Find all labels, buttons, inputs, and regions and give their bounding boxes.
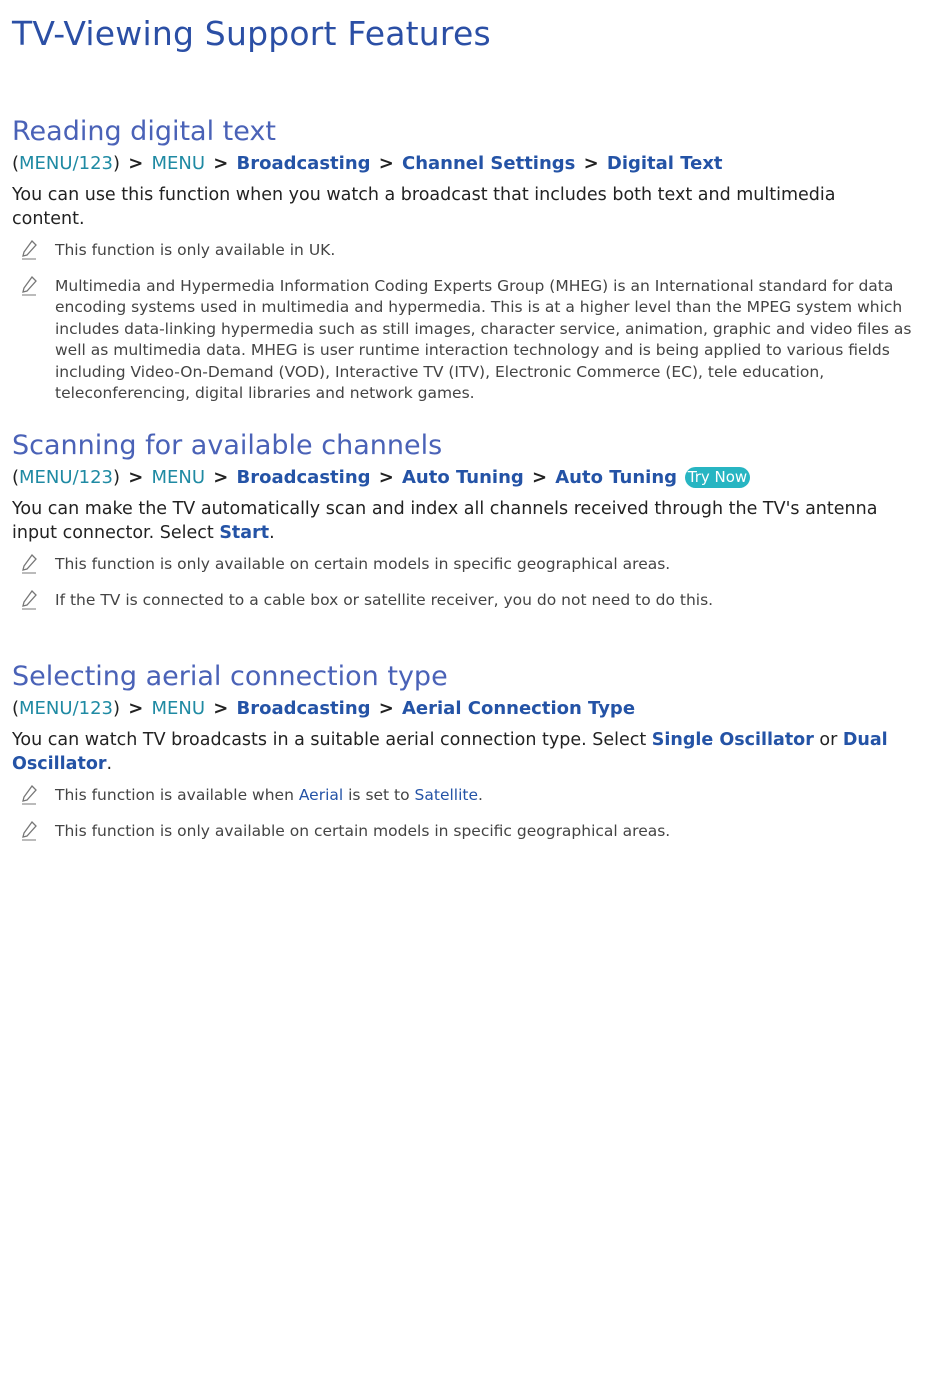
section-body <box>12 728 912 776</box>
section-title: Selecting aerial connection type <box>12 661 448 692</box>
breadcrumb <box>12 697 912 721</box>
section-body <box>12 497 912 545</box>
body-text: . <box>269 523 275 543</box>
single-oscillator-option[interactable]: Single Oscillator <box>651 730 814 750</box>
chevron-right-icon: > <box>213 153 229 174</box>
note-text: This function is only available in UK. <box>55 241 336 259</box>
path-suffix: ) <box>113 467 121 488</box>
path-item-broadcasting[interactable]: Broadcasting <box>236 467 371 488</box>
start-link[interactable]: Start <box>219 523 270 543</box>
note-text: If the TV is connected to a cable box or satellite receiver, you do not need to do this. <box>55 590 714 609</box>
section-title: Scanning for available channels <box>12 430 443 461</box>
satellite-link[interactable]: Satellite <box>414 786 479 804</box>
path-prefix: ( <box>12 698 20 719</box>
page-title: TV-Viewing Support Features <box>12 14 491 53</box>
note <box>12 240 912 262</box>
path-item-aerial-connection-type[interactable]: Aerial Connection Type <box>401 698 636 719</box>
chevron-right-icon: > <box>531 467 548 488</box>
try-now-button[interactable]: Try Now <box>685 467 750 488</box>
path-item-menu[interactable]: MENU <box>151 153 206 174</box>
body-text: You can watch TV broadcasts in a suitable aerial connection type. Select <box>12 730 652 750</box>
note-text: This function is available when <box>55 786 299 804</box>
body-text: . <box>106 754 113 774</box>
note-text: . <box>478 786 483 804</box>
pencil-icon <box>20 821 38 841</box>
pencil-icon <box>20 554 38 574</box>
note <box>12 590 912 612</box>
breadcrumb <box>12 152 912 176</box>
note <box>12 821 912 843</box>
pencil-icon <box>20 276 38 296</box>
pencil-icon <box>20 240 38 260</box>
body-text: You can make the TV automatically scan and index all channels received through the TV's antenna input connector. Select <box>12 499 878 543</box>
section-scanning-channels <box>12 430 912 611</box>
path-item-menu[interactable]: MENU <box>151 467 206 488</box>
path-menu123[interactable]: MENU/123 <box>19 153 113 174</box>
chevron-right-icon: > <box>128 698 144 719</box>
path-item-broadcasting[interactable]: Broadcasting <box>236 153 371 174</box>
aerial-link[interactable]: Aerial <box>298 786 344 804</box>
path-menu123[interactable]: MENU/123 <box>19 467 113 488</box>
path-item-auto-tuning-2[interactable]: Auto Tuning <box>555 467 678 488</box>
path-item-auto-tuning[interactable]: Auto Tuning <box>401 467 524 488</box>
chevron-right-icon: > <box>583 153 599 174</box>
path-suffix: ) <box>113 153 121 174</box>
note-text: This function is only available on certain models in specific geographical areas. <box>55 555 671 573</box>
path-prefix: ( <box>12 467 20 488</box>
chevron-right-icon: > <box>378 467 394 488</box>
breadcrumb <box>12 466 912 490</box>
section-body: You can use this function when you watch a broadcast that includes both text and multimedia content. <box>12 185 836 229</box>
section-aerial-connection-type <box>12 661 912 842</box>
chevron-right-icon: > <box>213 467 229 488</box>
pencil-icon <box>20 590 38 610</box>
path-suffix: ) <box>113 698 121 719</box>
body-text: or <box>813 730 843 750</box>
path-menu123[interactable]: MENU/123 <box>19 698 113 719</box>
chevron-right-icon: > <box>378 698 394 719</box>
chevron-right-icon: > <box>128 153 144 174</box>
note-text: This function is only available on certain models in specific geographical areas. <box>55 821 671 840</box>
section-title: Reading digital text <box>12 116 276 147</box>
note <box>12 276 912 405</box>
pencil-icon <box>20 785 38 805</box>
path-item-menu[interactable]: MENU <box>151 698 206 719</box>
dual-oscillator-option[interactable]: Dual Oscillator <box>12 730 888 774</box>
chevron-right-icon: > <box>378 153 394 174</box>
chevron-right-icon: > <box>128 467 144 488</box>
note <box>12 554 912 576</box>
section-reading-digital-text <box>12 116 912 405</box>
path-prefix: ( <box>12 153 20 174</box>
path-item-digital-text[interactable]: Digital Text <box>606 153 723 174</box>
chevron-right-icon: > <box>213 698 229 719</box>
note <box>12 785 912 807</box>
note-text: Multimedia and Hypermedia Information Coding Experts Group (MHEG) is an International standard for data encoding systems used in multimedia and hypermedia. This is at a higher level than the MPEG system which includes data-linking hypermedia such as still images, character service, animation, graphic and video files as well as multimedia data. MHEG is user runtime interaction technology and is being applied to various fields including Video-On-Demand (VOD), Interactive TV (ITV), Electronic Commerce (EC), tele education, teleconferencing, digital libraries and network games. <box>55 276 912 402</box>
note-text: is set to <box>343 786 415 804</box>
path-item-broadcasting[interactable]: Broadcasting <box>236 698 371 719</box>
path-item-channel-settings[interactable]: Channel Settings <box>401 153 576 174</box>
